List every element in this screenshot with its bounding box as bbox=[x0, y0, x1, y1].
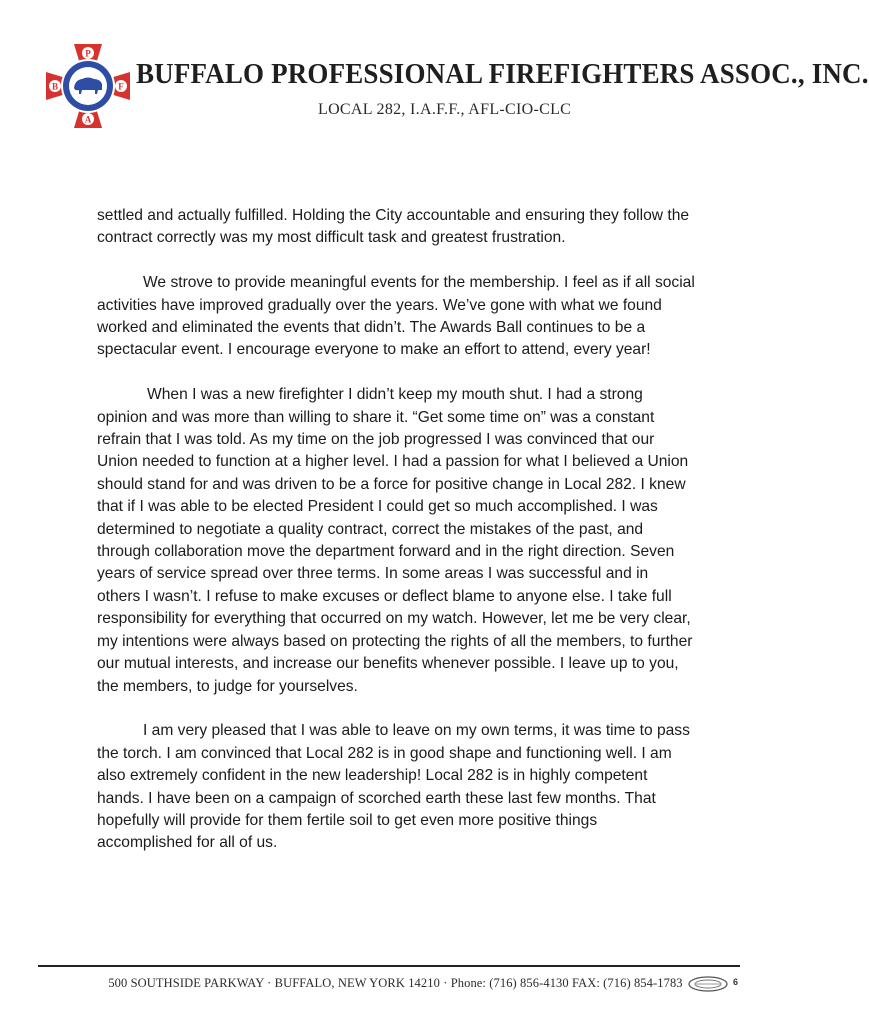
footer-address: 500 SOUTHSIDE PARKWAY bbox=[108, 976, 264, 990]
footer-phone: Phone: (716) 856-4130 FAX: (716) 854-1783 bbox=[450, 976, 683, 990]
footer-separator: · bbox=[267, 976, 272, 990]
letter-body bbox=[97, 205, 695, 877]
footer-divider bbox=[38, 965, 740, 967]
page-number: 6 bbox=[733, 977, 739, 987]
logo-letter-right: F bbox=[118, 81, 124, 92]
logo-letter-bottom: A bbox=[84, 114, 92, 125]
footer-contact bbox=[0, 976, 791, 991]
paragraph-4: I am very pleased that I was able to leave on my own terms, it was time to pass the torch. I am convinced that Local 282 is in good shape and functioning well. I am also extremely confident in the new leadership! Local 282 is in highly competent hands. I have been on a campaign of scorched earth these last few months. That hopefully will provide for them fertile soil to get even more positive things accomplished for all of us. bbox=[97, 722, 690, 852]
footer-separator: · bbox=[443, 976, 448, 990]
paragraph-3: When I was a new firefighter I didn’t keep my mouth shut. I had a strong opinion and was more than willing to share it. “Get some time on” was a constant refrain that I was told. As my time on the job progressed I was convinced that our Union needed to function at a higher level. I had a passion for what I believed a Union should stand for and was driven to be a force for positive change in Local 282. I knew that if I was able to be elected President I could get so much accomplished. I was determined to negotiate a quality contract, correct the mistakes of the past, and through collaboration move the department forward and in the right direction. Seven years of service spread over three terms. In some areas I was successful and in others I wasn’t. I refuse to make excuses or deflect blame to anyone else. I take full responsibility for everything that occurred on my watch. However, let me be very clear, my intentions were always based on protecting the rights of all the members, to further our mutual interests, and increase our benefits whenever possible. I leave up to you, the members, to judge for yourselves. bbox=[97, 386, 693, 695]
logo-letter-left: B bbox=[51, 81, 59, 92]
logo-letter-top: P bbox=[85, 48, 91, 59]
paragraph-2: We strove to provide meaningful events for the membership. I feel as if all social activities have improved gradually over the years. We’ve gone with what we found worked and eliminated the events that didn’t. The Awards Ball continues to be a spectacular event. I encourage everyone to make an effort to attend, every year! bbox=[97, 274, 695, 359]
organization-affiliation: LOCAL 282, I.A.F.F., AFL-CIO-CLC bbox=[318, 101, 572, 118]
letterhead bbox=[0, 0, 869, 140]
union-logo-maltese-cross-icon bbox=[44, 42, 132, 130]
paragraph-1: settled and actually fulfilled. Holding the City accountable and ensuring they follow the contract correctly was my most difficult task and greatest frustration. bbox=[97, 207, 690, 247]
union-bug-icon bbox=[688, 975, 730, 993]
organization-name: BUFFALO PROFESSIONAL FIREFIGHTERS ASSOC., INC. bbox=[136, 58, 869, 90]
footer-city: BUFFALO, NEW YORK 14210 bbox=[274, 976, 440, 990]
